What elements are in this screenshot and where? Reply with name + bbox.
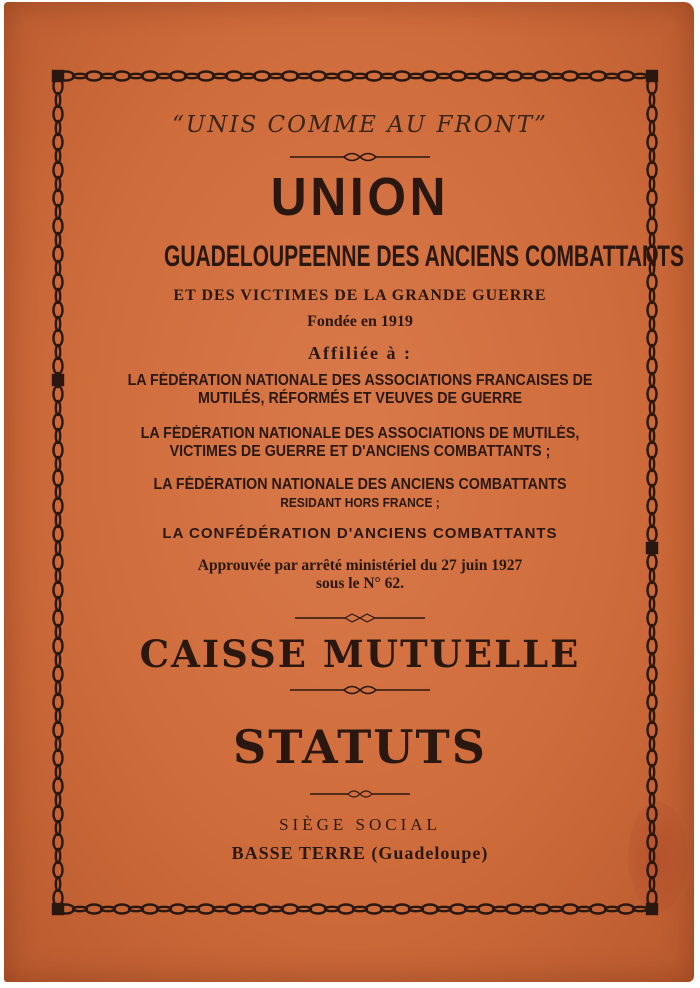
chain-link <box>170 905 186 914</box>
chain-link <box>450 72 466 81</box>
chain-link <box>54 778 63 794</box>
chain-link <box>54 414 63 430</box>
chain-link <box>422 905 438 914</box>
chain-link <box>648 862 657 878</box>
affiliation-1: LA FÉDÉRATION NATIONALE DES ASSOCIATIONS FRANCAISES DE MUTILÉS, RÉFORMÉS ET VEUVES DE GUERRE <box>127 372 593 407</box>
chain-link <box>54 834 63 850</box>
chain-link <box>310 72 326 81</box>
chain-link <box>282 72 298 81</box>
chain-link <box>254 905 270 914</box>
scroll-ornament-icon <box>295 612 425 624</box>
chain-link <box>54 302 63 318</box>
chain-link <box>54 442 63 458</box>
chain-link <box>54 246 63 262</box>
chain-link <box>506 905 522 914</box>
chain-link <box>648 498 657 514</box>
chain-link <box>142 72 158 81</box>
chain-link <box>590 905 606 914</box>
chain-link <box>366 72 382 81</box>
chain-link <box>54 582 63 598</box>
scroll-ornament-icon <box>310 788 410 800</box>
chain-link <box>648 666 657 682</box>
chain-link <box>562 905 578 914</box>
chain-link <box>648 358 657 374</box>
chain-link <box>54 862 63 878</box>
confederation-line: LA CONFÉDÉRATION D'ANCIENS COMBATTANTS <box>162 525 558 542</box>
chain-link <box>648 330 657 346</box>
chain-link <box>54 190 63 206</box>
chain-link <box>648 134 657 150</box>
chain-link <box>618 72 634 81</box>
chain-link <box>562 72 578 81</box>
chain-link <box>648 694 657 710</box>
chain-link <box>478 905 494 914</box>
chain-link <box>648 414 657 430</box>
chain-clasp <box>647 904 657 914</box>
org-name: UNION <box>270 167 450 227</box>
chain-link <box>254 72 270 81</box>
chain-link <box>590 72 606 81</box>
chain-link <box>648 834 657 850</box>
chain-link <box>338 72 354 81</box>
chain-link <box>648 218 657 234</box>
chain-link <box>54 358 63 374</box>
chain-link <box>310 905 326 914</box>
chain-link <box>338 905 354 914</box>
chain-link <box>648 190 657 206</box>
scroll-ornament-icon <box>290 150 430 164</box>
chain-clasp <box>647 71 657 81</box>
chain-link <box>478 72 494 81</box>
chain-link <box>648 722 657 738</box>
chain-link <box>648 162 657 178</box>
chain-link <box>54 554 63 570</box>
chain-clasp <box>53 375 63 385</box>
chain-link <box>54 750 63 766</box>
chain-link <box>394 905 410 914</box>
affiliated-label: Affiliée à : <box>308 343 412 363</box>
chain-link <box>226 905 242 914</box>
chain-link <box>648 526 657 542</box>
approval-text: Approuvée par arrêté ministériel du 27 juin 1927 sous le N° 62. <box>197 557 523 592</box>
chain-clasp <box>53 71 63 81</box>
chain-link <box>648 582 657 598</box>
chain-link <box>198 905 214 914</box>
chain-link <box>54 218 63 234</box>
chain-link <box>422 72 438 81</box>
chain-link <box>198 72 214 81</box>
chain-link <box>54 526 63 542</box>
chain-link <box>54 638 63 654</box>
chain-link <box>114 72 130 81</box>
chain-link <box>226 72 242 81</box>
chain-link <box>648 778 657 794</box>
chain-link <box>86 72 102 81</box>
chain-link <box>54 134 63 150</box>
scroll-ornament-icon <box>290 683 430 697</box>
chain-link <box>648 386 657 402</box>
chain-link <box>54 470 63 486</box>
chain-link <box>648 302 657 318</box>
chain-clasp <box>647 543 657 553</box>
chain-link <box>366 905 382 914</box>
chain-link <box>534 905 550 914</box>
affiliation-3: LA FÉDÉRATION NATIONALE DES ANCIENS COMBATTANTS RESIDANT HORS FRANCE ; <box>153 476 567 510</box>
chain-link <box>648 806 657 822</box>
chain-link <box>54 694 63 710</box>
chain-link <box>142 905 158 914</box>
chain-link <box>170 72 186 81</box>
chain-link <box>54 106 63 122</box>
chain-link <box>86 905 102 914</box>
document-title: STATUTS <box>233 720 487 774</box>
chain-link <box>648 638 657 654</box>
chain-clasp <box>53 904 63 914</box>
chain-link <box>54 610 63 626</box>
chain-link <box>648 750 657 766</box>
chain-link <box>54 274 63 290</box>
org-full-name: GUADELOUPEENNE DES ANCIENS COMBATTANTS <box>164 240 684 273</box>
chain-link <box>54 330 63 346</box>
victims-line: ET DES VICTIMES DE LA GRANDE GUERRE <box>173 287 547 304</box>
chain-link <box>618 905 634 914</box>
chain-link <box>506 72 522 81</box>
seat-location: BASSE TERRE (Guadeloupe) <box>231 843 489 863</box>
chain-link <box>534 72 550 81</box>
chain-link <box>648 106 657 122</box>
chain-link <box>114 905 130 914</box>
chain-link <box>648 470 657 486</box>
chain-link <box>54 162 63 178</box>
chain-link <box>450 905 466 914</box>
chain-link <box>54 722 63 738</box>
motto: “UNIS COMME AU FRONT” <box>172 112 548 138</box>
chain-link <box>648 610 657 626</box>
chain-link <box>648 274 657 290</box>
seat-label: SIÈGE SOCIAL <box>279 815 441 834</box>
affiliation-2: LA FÉDÉRATION NATIONALE DES ASSOCIATIONS DE MUTILÉS, VICTIMES DE GUERRE ET D'ANCIENS COMBATTANTS ; <box>140 425 580 460</box>
chain-link <box>54 386 63 402</box>
chain-link <box>648 554 657 570</box>
chain-link <box>54 498 63 514</box>
chain-link <box>648 442 657 458</box>
chain-link <box>282 905 298 914</box>
founded-line: Fondée en 1919 <box>307 313 413 330</box>
chain-link <box>394 72 410 81</box>
fund-title: CAISSE MUTUELLE <box>139 632 581 676</box>
chain-link <box>54 806 63 822</box>
chain-link <box>54 666 63 682</box>
